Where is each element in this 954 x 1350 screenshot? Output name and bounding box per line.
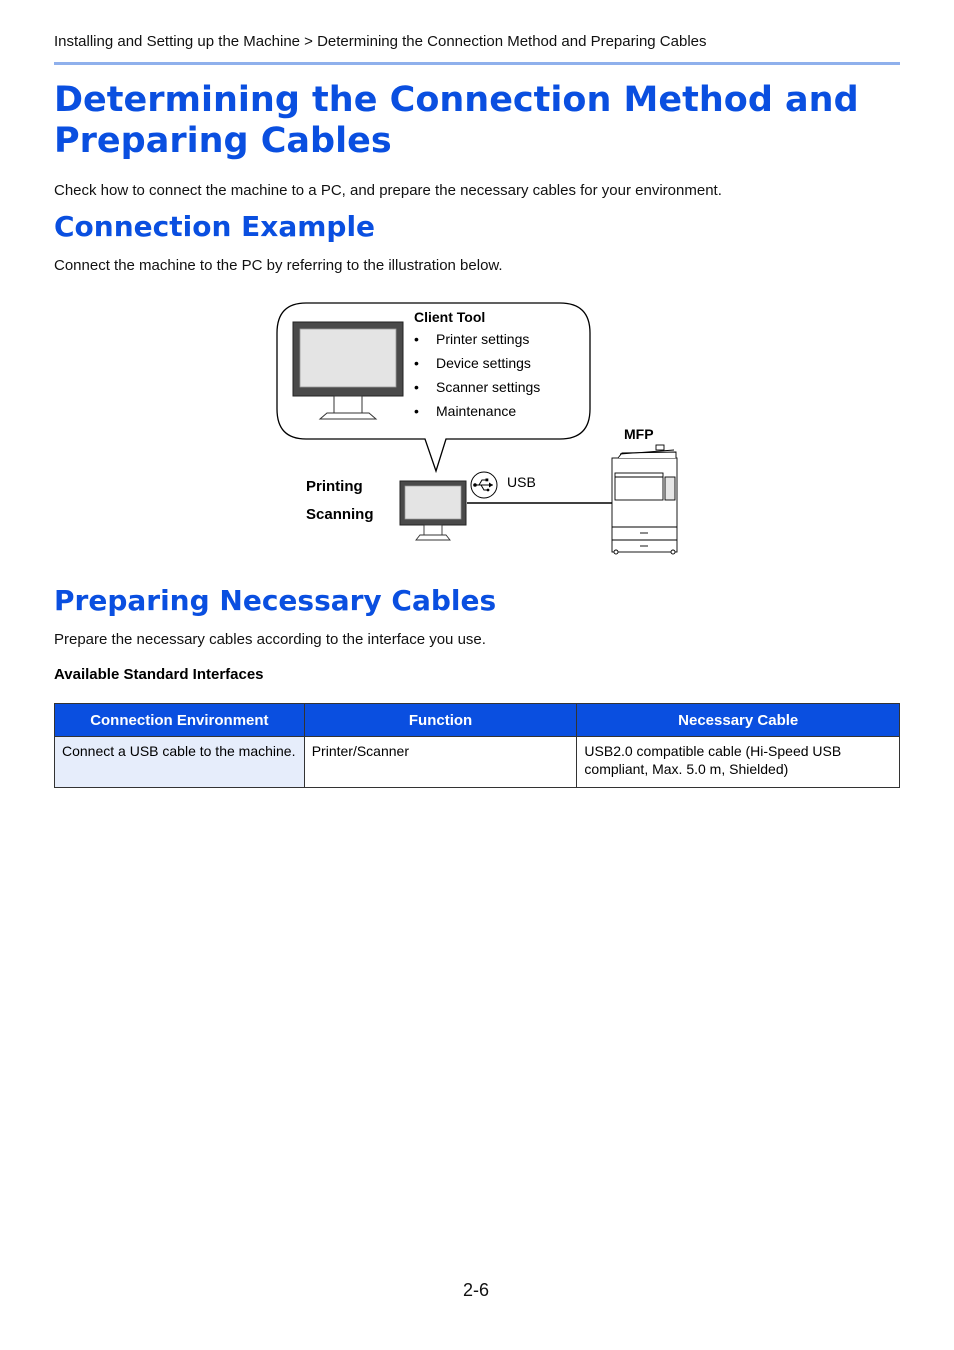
page-title: Determining the Connection Method and Preparing Cables (54, 80, 859, 161)
client-tool-item-label: Printer settings (436, 331, 530, 347)
printing-label: Printing (306, 478, 363, 495)
interfaces-subheading: Available Standard Interfaces (54, 666, 264, 683)
mfp-label: MFP (624, 426, 654, 442)
column-header-necessary-cable: Necessary Cable (577, 704, 900, 737)
scanning-label: Scanning (306, 506, 374, 523)
client-tool-title: Client Tool (414, 309, 486, 325)
column-header-connection-environment: Connection Environment (55, 704, 305, 737)
usb-icon (471, 472, 497, 498)
bullet: • (414, 331, 419, 347)
cell-function: Printer/Scanner (304, 737, 577, 788)
table-header-row (55, 704, 900, 737)
cell-necessary-cable: USB2.0 compatible cable (Hi-Speed USB compliant, Max. 5.0 m, Shielded) (577, 737, 900, 788)
page-number: 2-6 (463, 1280, 490, 1300)
column-header-function: Function (304, 704, 577, 737)
bullet: • (414, 379, 419, 395)
connection-example-text: Connect the machine to the PC by referring to the illustration below. (54, 257, 503, 274)
client-tool-item (414, 331, 529, 347)
preparing-cables-heading: Preparing Necessary Cables (54, 584, 497, 617)
connection-example-heading: Connection Example (54, 210, 376, 243)
mfp-icon (612, 445, 677, 554)
header-divider (54, 62, 900, 65)
interfaces-table (54, 703, 900, 788)
connection-diagram (270, 295, 690, 560)
table-row (55, 737, 900, 788)
bullet: • (414, 355, 419, 371)
breadcrumb: Installing and Setting up the Machine > Determining the Connection Method and Preparing Cables (54, 33, 707, 50)
client-tool-item-label: Maintenance (436, 403, 517, 419)
client-tool-item (414, 355, 531, 371)
cell-connection-environment: Connect a USB cable to the machine. (55, 737, 305, 788)
preparing-cables-text: Prepare the necessary cables according to the interface you use. (54, 631, 486, 648)
client-tool-item-label: Device settings (436, 355, 531, 371)
pc-icon (400, 481, 466, 540)
intro-text: Check how to connect the machine to a PC, and prepare the necessary cables for your environment. (54, 182, 722, 199)
client-tool-item (414, 379, 540, 395)
bullet: • (414, 403, 419, 419)
usb-label: USB (507, 474, 536, 490)
client-tool-item-label: Scanner settings (436, 379, 541, 395)
client-tool-item (414, 403, 516, 419)
